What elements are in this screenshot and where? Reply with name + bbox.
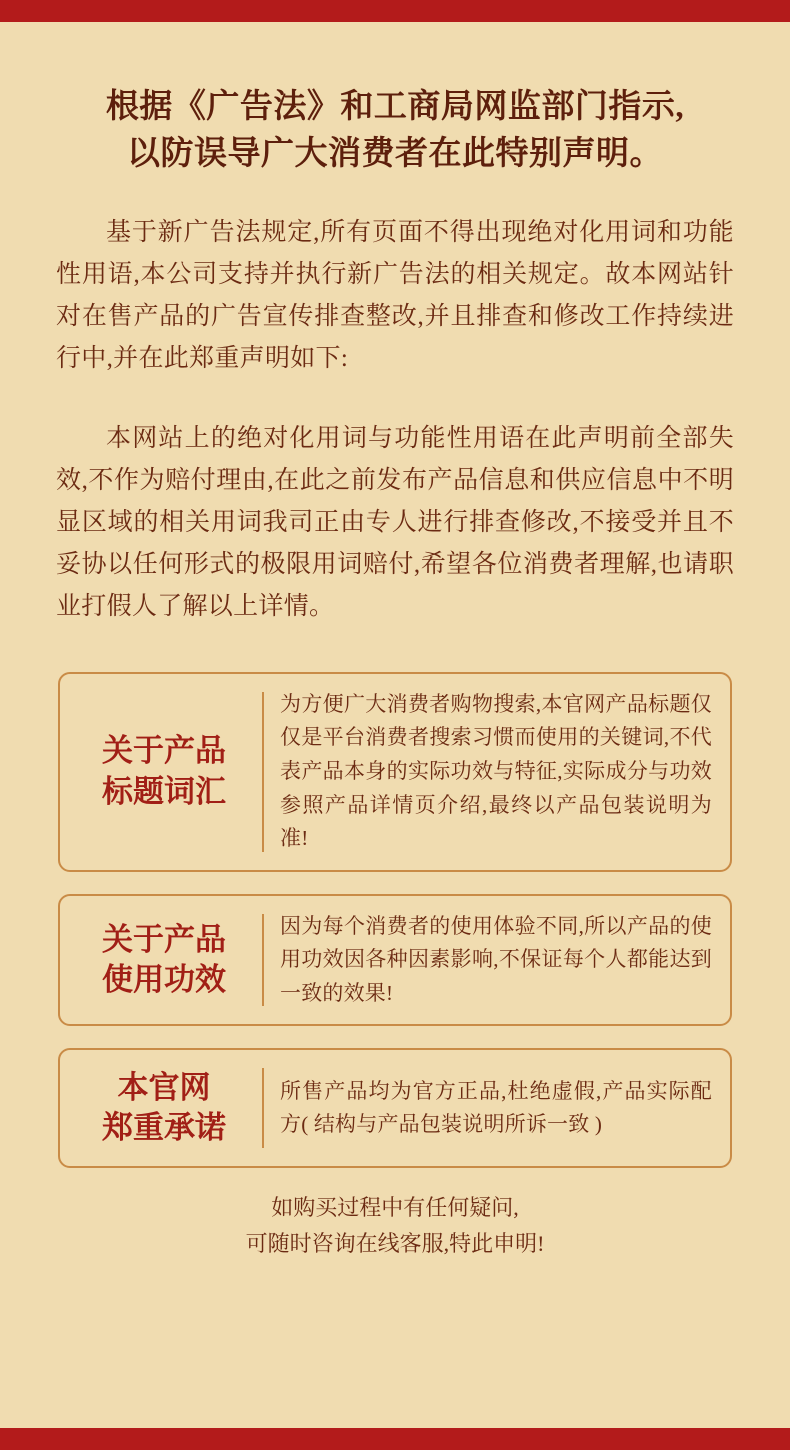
notice-card-body: 所售产品均为官方正品,杜绝虚假,产品实际配方( 结构与产品包装说明所诉一致 ) xyxy=(280,1078,712,1137)
footer-note xyxy=(48,1190,742,1260)
footer-note-line-2: 可随时咨询在线客服,特此申明! xyxy=(245,1230,545,1256)
footer-note-line-1: 如购买过程中有任何疑问, xyxy=(271,1195,519,1221)
page-title-line-2: 以防误导广大消费者在此特别声明。 xyxy=(127,135,663,172)
notice-card-body: 为方便广大消费者购物搜索,本官网产品标题仅仅是平台消费者搜索习惯而使用的关键词,不代表产品本身的实际功效与特征,实际成分与功效参照产品详情页介绍,最终以产品包装说明为准! xyxy=(280,691,712,851)
statement-paragraph-1: 基于新广告法规定,所有页面不得出现绝对化用词和功能性用语,本公司支持并执行新广告法的相关规定。故本网站针对在售产品的广告宣传排查整改,并且排查和修改工作持续进行中,并在此郑重声明如下: xyxy=(56,218,734,372)
notice-card-title xyxy=(70,1068,258,1149)
notice-card-title-line-1: 关于产品 xyxy=(102,733,226,769)
notice-card-title-line-2: 郑重承诺 xyxy=(102,1110,226,1146)
card-divider xyxy=(262,1068,264,1148)
notice-card-official-promise xyxy=(58,1048,732,1168)
notice-card-title-line-2: 使用功效 xyxy=(102,962,226,998)
card-divider xyxy=(262,692,264,852)
notice-card-title xyxy=(70,731,258,812)
notice-card-title-line-2: 标题词汇 xyxy=(102,773,226,809)
notice-card-product-title xyxy=(58,672,732,872)
notice-card-product-efficacy xyxy=(58,894,732,1027)
notice-card-list xyxy=(58,672,732,1169)
notice-card-title-line-1: 本官网 xyxy=(117,1070,211,1106)
notice-card-body: 因为每个消费者的使用体验不同,所以产品的使用功效因各种因素影响,不保证每个人都能达到一致的效果! xyxy=(280,913,712,1005)
notice-card-title-line-1: 关于产品 xyxy=(102,921,226,957)
bottom-accent-bar xyxy=(0,1428,790,1450)
page-title xyxy=(48,84,742,178)
notice-card-title xyxy=(70,920,258,1001)
card-divider xyxy=(262,914,264,1007)
top-accent-bar xyxy=(0,0,790,22)
page-title-line-1: 根据《广告法》和工商局网监部门指示, xyxy=(105,89,685,125)
statement-paragraph-2: 本网站上的绝对化用词与功能性用语在此声明前全部失效,不作为赔付理由,在此之前发布产品信息和供应信息中不明显区域的相关用词我司正由专人进行排查修改,不接受并且不妥协以任何形式的极限用词赔付,希望各位消费者理解,也请职业打假人了解以上详情。 xyxy=(56,424,734,620)
content-panel xyxy=(0,22,790,1428)
